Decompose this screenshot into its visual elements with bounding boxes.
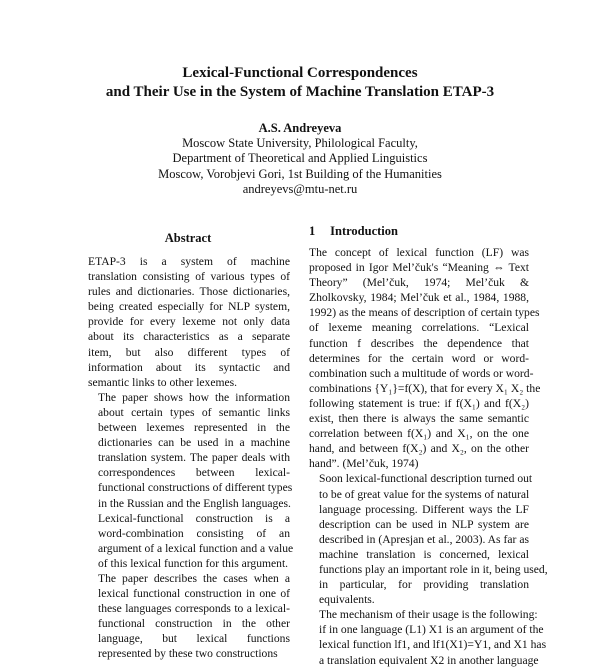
paragraph [88, 571, 290, 662]
text-line: Lexical-functional construction is a [98, 511, 290, 525]
title-line-2: and Their Use in the System of Machine Translation ETAP-3 [105, 84, 495, 100]
text-line: ETAP-3 is a system of machine [88, 255, 290, 268]
section-number: 1 [309, 224, 316, 238]
text-line: Soon lexical-functional description turned out [319, 472, 533, 486]
text-line: 1992) as the means of description of certain types [309, 306, 540, 320]
affiliation-line: Department of Theoretical and Applied Linguistics [172, 151, 428, 166]
text-line: translation system. The paper deals with [98, 451, 290, 465]
text-line: language, but lexical functions [98, 632, 290, 646]
paragraph [88, 254, 290, 390]
text-line: information about its syntactic and [88, 360, 290, 374]
text-line: to be of great value for the systems of natural [319, 487, 530, 501]
text-line: hand”. (Mel’čuk, 1974) [309, 457, 419, 471]
text-line: function f describes the dependence that [309, 336, 529, 350]
text-line: about certain types of semantic links [98, 405, 290, 419]
abstract-heading: Abstract [164, 231, 212, 245]
text-line: correspondences between lexical- [98, 466, 290, 480]
author-name: A.S. Andreyeva [258, 121, 342, 135]
affiliation-line: Moscow State University, Philological Faculty, [182, 136, 418, 150]
text-line: hand, and between f(X₂) and X₂, on the other [309, 442, 529, 456]
text-line: represented by these two constructions [98, 647, 278, 661]
text-line: functional construction in the other [98, 617, 290, 631]
paragraph [309, 471, 548, 607]
paragraph [88, 390, 293, 511]
text-line: argument of a lexical function and a value [98, 541, 294, 555]
text-line: language processing. Different ways the LF [319, 502, 529, 516]
text-line: The mechanism of their usage is the following: [319, 608, 538, 622]
paragraph [309, 245, 541, 471]
text-line: translation consisting of various types of [88, 270, 290, 284]
text-line: following statement is true: if f(X₁) and f(X₂) [309, 396, 529, 410]
affiliation-line: Moscow, Vorobjevi Gori, 1st Building of the Humanities [158, 166, 442, 181]
section-title: Introduction [330, 224, 398, 238]
paragraph [88, 511, 294, 571]
text-line: these languages corresponds to a lexical- [98, 602, 290, 616]
text-line: equivalents. [319, 593, 375, 607]
text-line: provide for every lexeme not only data [88, 315, 290, 329]
title-line-1: Lexical-Functional Correspondences [182, 65, 418, 81]
text-line: a translation equivalent X2 in another language [319, 653, 539, 667]
text-line: semantic links to other lexemes. [88, 375, 238, 389]
introduction-body [309, 245, 548, 668]
text-line: The concept of lexical function (LF) was [309, 246, 529, 259]
text-line: description can be used in NLP system are [319, 517, 529, 531]
author-affiliation [0, 136, 600, 198]
text-line: lexical function lf1, and lf1(X1)=Y1, and X1 has [319, 638, 547, 652]
text-line: The paper shows how the information [98, 390, 290, 404]
text-line: Zholkovsky, 1984; Mel’čuk et al., 1984, 1988, [309, 291, 529, 305]
text-line: correlation between f(X₁) and X₁, on the one [309, 427, 529, 441]
text-line: about its characteristics as a separate [88, 330, 290, 344]
text-line: determines for the certain word or word- [309, 351, 529, 365]
text-line: being created especially for NLP system, [88, 300, 290, 314]
text-line: functions play an important role in it, being used, [319, 562, 548, 576]
text-line: The paper describes the cases when a [98, 571, 290, 585]
text-line: word-combination consisting of an [98, 526, 290, 540]
text-line: exist, then there is always the same semantic [309, 412, 529, 426]
text-line: if in one language (L1) X1 is an argument of the [319, 623, 544, 637]
text-line: lexical functional construction in one of [98, 587, 290, 601]
paper-title [0, 64, 600, 102]
text-line: proposed in Igor Mel’čuk's “Meaning ⇔ Text [309, 261, 529, 275]
text-line: described in (Apresjan et al., 2003). As far as [319, 532, 529, 546]
text-line: combinations {Y₁}=f(X), that for every X₁ X₂ the [309, 381, 541, 395]
text-line: rules and dictionaries. Those dictionaries, [88, 285, 290, 299]
text-line: in the Russian and the English languages. [98, 496, 291, 510]
text-line: between lexemes represented in the [98, 421, 290, 435]
text-line: Theory” (Mel’čuk, 1974; Mel’čuk & [309, 276, 529, 290]
text-line: item, but also different types of [88, 345, 290, 359]
text-line: combination such a multitude of words or word- [309, 366, 534, 380]
text-line: of this lexical function for this argument. [98, 556, 289, 570]
abstract-body [88, 254, 294, 662]
text-line: dictionaries can be used in a machine [98, 436, 290, 450]
paragraph [309, 607, 547, 667]
author-email: andreyevs@mtu-net.ru [242, 182, 358, 197]
text-line: machine translation is concerned, lexical [319, 547, 529, 561]
text-line: of lexeme meaning correlations. “Lexical [309, 321, 529, 335]
introduction-heading [309, 224, 398, 239]
text-line: functional constructions of different types [98, 481, 293, 495]
text-line: in particular, for providing translation [319, 578, 529, 592]
